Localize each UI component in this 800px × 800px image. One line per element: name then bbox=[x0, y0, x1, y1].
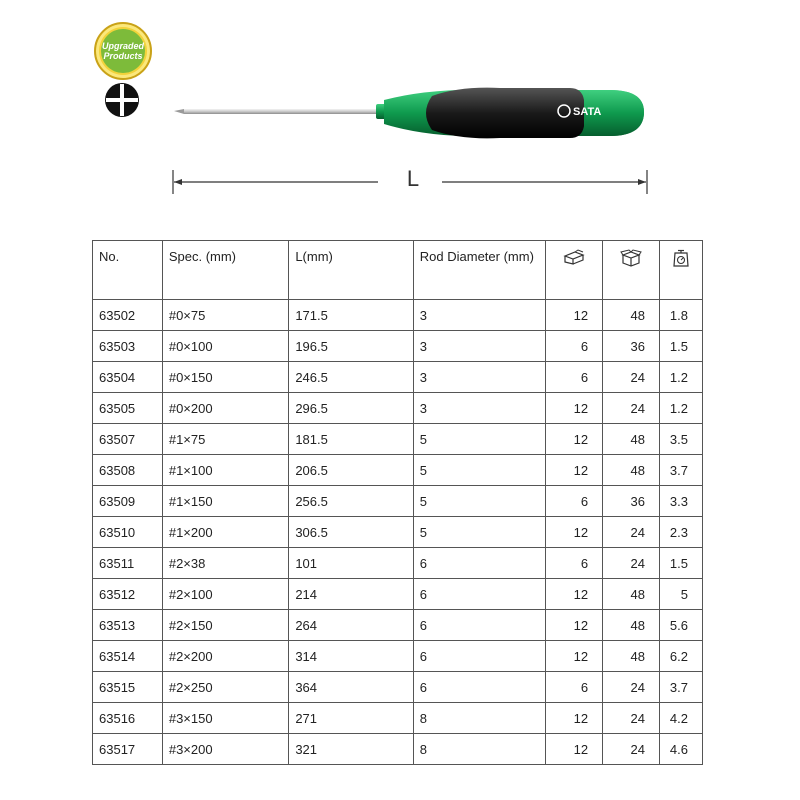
cell-rod: 3 bbox=[413, 300, 546, 331]
table-row bbox=[93, 703, 703, 734]
cell-inner: 12 bbox=[546, 455, 603, 486]
cell-length: 296.5 bbox=[289, 393, 413, 424]
cell-carton: 48 bbox=[603, 610, 660, 641]
cell-spec: #2×150 bbox=[162, 610, 288, 641]
cell-inner: 12 bbox=[546, 393, 603, 424]
cell-carton: 24 bbox=[603, 362, 660, 393]
cell-spec: #0×100 bbox=[162, 331, 288, 362]
cell-spec: #2×250 bbox=[162, 672, 288, 703]
table-row bbox=[93, 641, 703, 672]
table-row bbox=[93, 300, 703, 331]
weight-scale-icon bbox=[672, 249, 690, 267]
cell-no: 63503 bbox=[93, 331, 163, 362]
cell-length: 181.5 bbox=[289, 424, 413, 455]
carton-box-icon bbox=[620, 249, 642, 267]
table-row bbox=[93, 517, 703, 548]
cell-spec: #3×200 bbox=[162, 734, 288, 765]
cell-carton: 48 bbox=[603, 579, 660, 610]
cell-no: 63515 bbox=[93, 672, 163, 703]
cell-rod: 6 bbox=[413, 672, 546, 703]
cell-length: 306.5 bbox=[289, 517, 413, 548]
cell-rod: 5 bbox=[413, 486, 546, 517]
cell-weight: 5 bbox=[659, 579, 702, 610]
cell-carton: 48 bbox=[603, 455, 660, 486]
cell-rod: 3 bbox=[413, 362, 546, 393]
cell-rod: 5 bbox=[413, 455, 546, 486]
table-header-row bbox=[93, 241, 703, 300]
cell-rod: 3 bbox=[413, 331, 546, 362]
cell-carton: 24 bbox=[603, 393, 660, 424]
header-carton bbox=[603, 241, 660, 300]
cell-inner: 6 bbox=[546, 548, 603, 579]
cell-no: 63511 bbox=[93, 548, 163, 579]
upgraded-products-badge bbox=[94, 22, 152, 80]
cell-no: 63513 bbox=[93, 610, 163, 641]
cell-length: 214 bbox=[289, 579, 413, 610]
cell-no: 63502 bbox=[93, 300, 163, 331]
badge-inner bbox=[101, 29, 145, 73]
table-row bbox=[93, 455, 703, 486]
cell-length: 256.5 bbox=[289, 486, 413, 517]
cell-length: 364 bbox=[289, 672, 413, 703]
cell-no: 63507 bbox=[93, 424, 163, 455]
cell-rod: 8 bbox=[413, 703, 546, 734]
table-row bbox=[93, 579, 703, 610]
cell-weight: 6.2 bbox=[659, 641, 702, 672]
cell-no: 63509 bbox=[93, 486, 163, 517]
cell-inner: 12 bbox=[546, 517, 603, 548]
cell-spec: #0×200 bbox=[162, 393, 288, 424]
cell-length: 271 bbox=[289, 703, 413, 734]
cell-spec: #0×150 bbox=[162, 362, 288, 393]
cell-inner: 12 bbox=[546, 424, 603, 455]
cell-weight: 2.3 bbox=[659, 517, 702, 548]
cell-length: 171.5 bbox=[289, 300, 413, 331]
phillips-cross-icon bbox=[104, 82, 140, 118]
cell-rod: 3 bbox=[413, 393, 546, 424]
table-row bbox=[93, 610, 703, 641]
cell-rod: 5 bbox=[413, 424, 546, 455]
cell-no: 63514 bbox=[93, 641, 163, 672]
cell-carton: 24 bbox=[603, 734, 660, 765]
cell-weight: 3.7 bbox=[659, 672, 702, 703]
cell-inner: 6 bbox=[546, 331, 603, 362]
cell-inner: 12 bbox=[546, 579, 603, 610]
cell-inner: 12 bbox=[546, 734, 603, 765]
table-row bbox=[93, 486, 703, 517]
cell-rod: 8 bbox=[413, 734, 546, 765]
header-length: L(mm) bbox=[289, 241, 413, 300]
cell-rod: 6 bbox=[413, 641, 546, 672]
cell-carton: 36 bbox=[603, 331, 660, 362]
badge-line1: Upgraded bbox=[101, 41, 144, 51]
table-row bbox=[93, 424, 703, 455]
cell-spec: #1×100 bbox=[162, 455, 288, 486]
cell-length: 101 bbox=[289, 548, 413, 579]
cell-length: 321 bbox=[289, 734, 413, 765]
cell-rod: 6 bbox=[413, 548, 546, 579]
cell-length: 196.5 bbox=[289, 331, 413, 362]
table-row bbox=[93, 672, 703, 703]
table-row bbox=[93, 734, 703, 765]
cell-weight: 4.6 bbox=[659, 734, 702, 765]
cell-spec: #2×200 bbox=[162, 641, 288, 672]
cell-inner: 12 bbox=[546, 641, 603, 672]
cell-weight: 1.5 bbox=[659, 331, 702, 362]
cell-spec: #2×38 bbox=[162, 548, 288, 579]
cell-no: 63517 bbox=[93, 734, 163, 765]
cell-length: 246.5 bbox=[289, 362, 413, 393]
cell-spec: #1×75 bbox=[162, 424, 288, 455]
cell-carton: 24 bbox=[603, 517, 660, 548]
cell-carton: 48 bbox=[603, 300, 660, 331]
cell-no: 63510 bbox=[93, 517, 163, 548]
cell-length: 314 bbox=[289, 641, 413, 672]
header-rod-diameter: Rod Diameter (mm) bbox=[413, 241, 546, 300]
table-row bbox=[93, 393, 703, 424]
cell-spec: #2×100 bbox=[162, 579, 288, 610]
cell-weight: 3.7 bbox=[659, 455, 702, 486]
cell-length: 264 bbox=[289, 610, 413, 641]
cell-inner: 6 bbox=[546, 362, 603, 393]
cell-weight: 4.2 bbox=[659, 703, 702, 734]
header-no: No. bbox=[93, 241, 163, 300]
cell-no: 63505 bbox=[93, 393, 163, 424]
cell-inner: 6 bbox=[546, 672, 603, 703]
cell-no: 63508 bbox=[93, 455, 163, 486]
cell-weight: 3.5 bbox=[659, 424, 702, 455]
cell-carton: 24 bbox=[603, 548, 660, 579]
cell-weight: 1.5 bbox=[659, 548, 702, 579]
cell-spec: #1×200 bbox=[162, 517, 288, 548]
cell-weight: 3.3 bbox=[659, 486, 702, 517]
cell-inner: 6 bbox=[546, 486, 603, 517]
spec-table bbox=[92, 240, 703, 765]
table-row bbox=[93, 362, 703, 393]
inner-box-icon bbox=[563, 249, 585, 265]
cell-spec: #0×75 bbox=[162, 300, 288, 331]
screwdriver-illustration bbox=[170, 80, 650, 150]
header-weight bbox=[659, 241, 702, 300]
cell-spec: #1×150 bbox=[162, 486, 288, 517]
cell-carton: 24 bbox=[603, 703, 660, 734]
cell-rod: 6 bbox=[413, 579, 546, 610]
table-row bbox=[93, 548, 703, 579]
cell-weight: 1.8 bbox=[659, 300, 702, 331]
header-inner-box bbox=[546, 241, 603, 300]
length-label: L bbox=[406, 166, 420, 191]
header-spec: Spec. (mm) bbox=[162, 241, 288, 300]
brand-logo-text: SATA bbox=[573, 106, 602, 118]
cell-spec: #3×150 bbox=[162, 703, 288, 734]
table-row bbox=[93, 331, 703, 362]
badge-line2: Products bbox=[103, 51, 143, 61]
cell-no: 63504 bbox=[93, 362, 163, 393]
cell-no: 63516 bbox=[93, 703, 163, 734]
cell-weight: 5.6 bbox=[659, 610, 702, 641]
cell-rod: 6 bbox=[413, 610, 546, 641]
cell-inner: 12 bbox=[546, 610, 603, 641]
cell-carton: 36 bbox=[603, 486, 660, 517]
cell-inner: 12 bbox=[546, 300, 603, 331]
cell-carton: 48 bbox=[603, 424, 660, 455]
cell-weight: 1.2 bbox=[659, 393, 702, 424]
cell-inner: 12 bbox=[546, 703, 603, 734]
cell-weight: 1.2 bbox=[659, 362, 702, 393]
cell-no: 63512 bbox=[93, 579, 163, 610]
cell-carton: 24 bbox=[603, 672, 660, 703]
cell-carton: 48 bbox=[603, 641, 660, 672]
cell-rod: 5 bbox=[413, 517, 546, 548]
cell-length: 206.5 bbox=[289, 455, 413, 486]
